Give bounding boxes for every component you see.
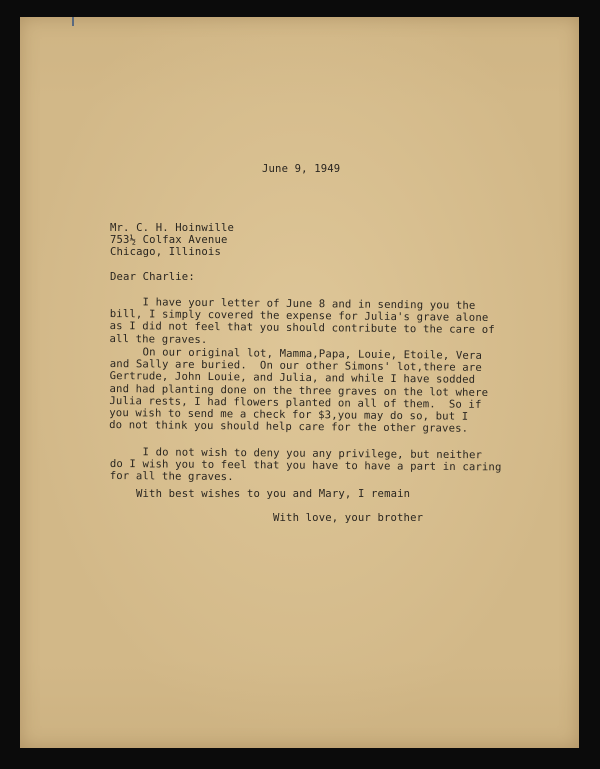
paragraph-line: you wish to send me a check for $3,you may do so, but I: [109, 407, 469, 423]
paragraph-line: I do not wish to deny you any privilege, but neither: [109, 446, 483, 462]
recipient-street: 753½ Colfax Avenue: [110, 234, 228, 246]
paragraph-line: On our original lot, Mamma,Papa, Louie, Etoile, Vera: [109, 346, 483, 362]
signoff-line: With love, your brother: [273, 512, 424, 524]
paragraph-line: Gertrude, John Louie, and Julia, and while I have sodded: [109, 370, 476, 387]
paragraph-line: as I did not feel that you should contribute to the care of: [109, 320, 495, 337]
paragraph-1: [109, 296, 529, 349]
salutation: Dear Charlie:: [110, 271, 195, 283]
paragraph-line: all the graves.: [109, 332, 208, 346]
paragraph-line: Julia rests, I had flowers planted on all of them. So if: [109, 394, 482, 411]
paragraph-2: [109, 346, 530, 436]
letter-body: [20, 17, 579, 748]
closing-line: With best wishes to you and Mary, I remain: [136, 488, 411, 500]
paragraph-line: bill, I simply covered the expense for Julia's grave alone: [109, 308, 489, 325]
paragraph-3: [110, 446, 530, 486]
recipient-name: Mr. C. H. Hoinwille: [110, 222, 235, 234]
letter-page: [20, 17, 579, 748]
paragraph-line: and had planting done on the three graves on the lot where: [109, 382, 489, 399]
paragraph-line: do not think you should help care for the other graves.: [109, 419, 469, 435]
recipient-city: Chicago, Illinois: [110, 246, 221, 258]
paragraph-line: and Sally are buried. On our other Simons' lot,there are: [109, 358, 482, 375]
paragraph-line: I have your letter of June 8 and in sending you the: [109, 296, 476, 312]
letter-date: June 9, 1949: [262, 163, 341, 175]
paragraph-line: do I wish you to feel that you have to have a part in caring: [109, 458, 502, 474]
paragraph-line: for all the graves.: [109, 470, 234, 484]
